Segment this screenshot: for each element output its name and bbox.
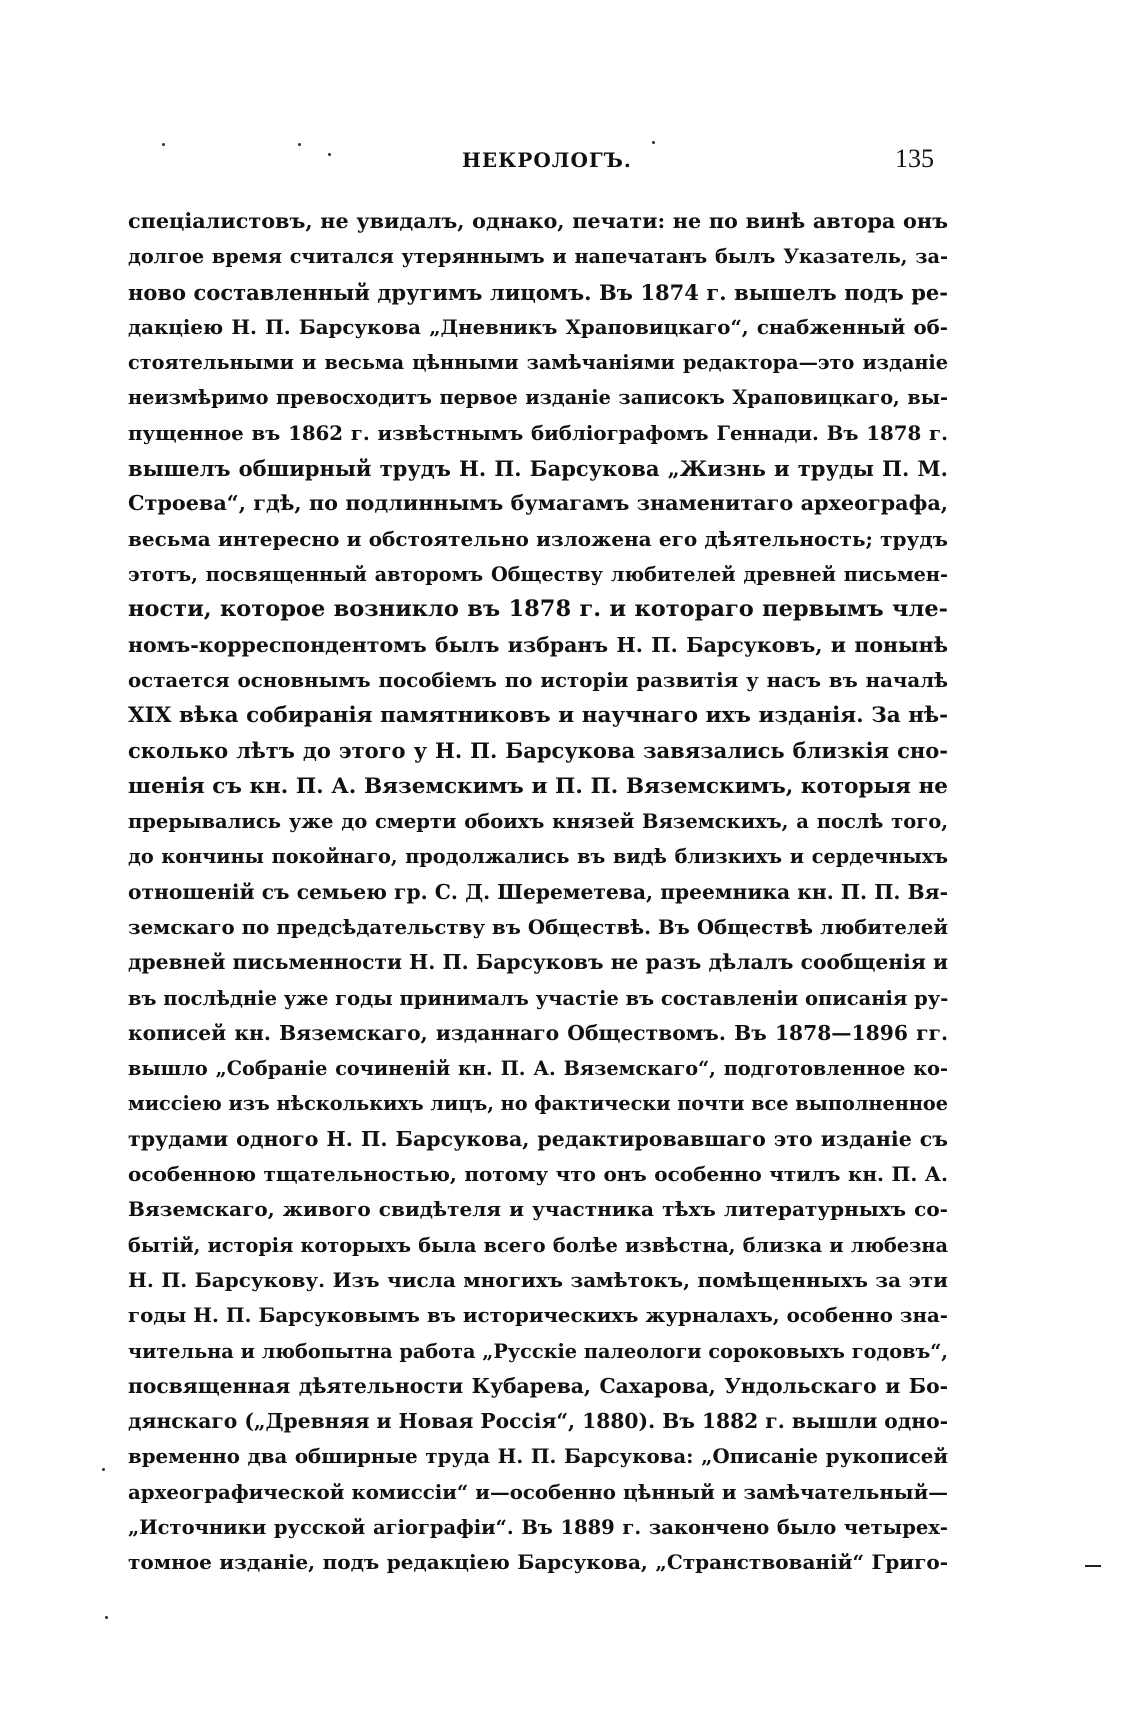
text-line: XIX вѣка собиранія памятниковъ и научнаго ихъ изданія. За нѣ-: [128, 703, 948, 729]
text-line: ново составленный другимъ лицомъ. Въ 1874 г. вышелъ подъ ре-: [128, 279, 948, 305]
text-line: временно два обширные труда Н. П. Барсукова: „Описаніе рукописей: [128, 1444, 948, 1469]
text-line: этотъ, посвященный авторомъ Обществу любителей древней письмен-: [128, 562, 948, 586]
text-line: долгое время считался утеряннымъ и напечатанъ былъ Указатель, за-: [128, 245, 948, 269]
text-line: годы Н. П. Барсуковымъ въ историческихъ журналахъ, особенно зна-: [128, 1303, 948, 1328]
scan-speck: [105, 1616, 108, 1619]
scan-mark: [1085, 1565, 1101, 1567]
text-line: чительна и любопытна работа „Русскіе палеологи сороковыхъ годовъ“,: [128, 1339, 948, 1363]
text-line: археографической комиссіи“ и—особенно цѣнный и замѣчательный—: [128, 1479, 948, 1504]
text-line: Н. П. Барсукову. Изъ числа многихъ замѣтокъ, помѣщенныхъ за эти: [128, 1267, 948, 1292]
text-line: дакціею Н. П. Барсукова „Дневникъ Храповицкаго“, снабженный об-: [128, 314, 948, 339]
text-line: бытій, исторія которыхъ была всего болѣе извѣстна, близка и любезна: [128, 1233, 948, 1257]
text-line: Вяземскаго, живого свидѣтеля и участника тѣхъ литературныхъ со-: [128, 1197, 948, 1222]
text-line: остается основнымъ пособіемъ по исторіи развитія у насъ въ началѣ: [128, 667, 948, 692]
text-line: миссіею изъ нѣсколькихъ лицъ, но фактически почти все выполненное: [128, 1092, 948, 1116]
scan-speck: [102, 1468, 105, 1471]
scan-speck: [328, 153, 331, 156]
text-line: въ послѣдніе уже годы принималъ участіе въ составленіи описанія ру-: [128, 986, 948, 1010]
text-line: пущенное въ 1862 г. извѣстнымъ библіографомъ Геннади. Въ 1878 г.: [128, 420, 948, 445]
text-line: весьма интересно и обстоятельно изложена его дѣятельность; трудъ: [128, 526, 948, 551]
text-line: сколько лѣтъ до этого у Н. П. Барсукова завязались близкія сно-: [128, 738, 948, 764]
text-line: вышелъ обширный трудъ Н. П. Барсукова „Жизнь и труды П. М.: [128, 456, 948, 482]
text-line: дянскаго („Древняя и Новая Россія“, 1880). Въ 1882 г. вышли одно-: [128, 1409, 948, 1434]
scan-speck: [652, 141, 655, 144]
text-line: Строева“, гдѣ, по подлиннымъ бумагамъ знаменитаго археографа,: [128, 491, 948, 516]
text-line: особенною тщательностью, потому что онъ особенно чтилъ кн. П. А.: [128, 1162, 948, 1187]
text-line: номъ-корреспондентомъ былъ избранъ Н. П. Барсуковъ, и понынѣ: [128, 632, 948, 657]
text-line: прерывались уже до смерти обоихъ князей Вяземскихъ, а послѣ того,: [128, 810, 948, 834]
text-line: отношеній съ семьею гр. С. Д. Шереметева, преемника кн. П. П. Вя-: [128, 879, 948, 904]
page-number: 135: [895, 144, 934, 173]
text-line: трудами одного Н. П. Барсукова, редактировавшаго это изданіе съ: [128, 1126, 948, 1151]
text-line: стоятельными и весьма цѣнными замѣчаніями редактора—это изданіе: [128, 351, 948, 375]
text-line: томное изданіе, подъ редакціею Барсукова, „Странствованій“ Григо-: [128, 1550, 948, 1575]
running-head: [0, 144, 1140, 178]
text-line: посвященная дѣятельности Кубарева, Сахарова, Ундольскаго и Бо-: [128, 1373, 948, 1398]
running-title: НЕКРОЛОГЪ.: [462, 148, 632, 172]
text-line: вышло „Собраніе сочиненій кн. П. А. Вяземскаго“, подготовленное ко-: [128, 1057, 948, 1081]
text-line: кописей кн. Вяземскаго, изданнаго Обществомъ. Въ 1878—1896 гг.: [128, 1020, 948, 1045]
text-line: шенія съ кн. П. А. Вяземскимъ и П. П. Вяземскимъ, которыя не: [128, 773, 948, 799]
text-line: неизмѣримо превосходитъ первое изданіе записокъ Храповицкаго, вы-: [128, 386, 948, 410]
body-text: [128, 204, 948, 1581]
text-line: земскаго по предсѣдательству въ Обществѣ. Въ Обществѣ любителей: [128, 914, 948, 939]
text-line: древней письменности Н. П. Барсуковъ не разъ дѣлалъ сообщенія и: [128, 950, 948, 975]
text-line: „Источники русской агіографіи“. Въ 1889 г. закончено было четырех-: [128, 1515, 948, 1539]
scan-speck: [162, 143, 165, 146]
text-line: ности, которое возникло въ 1878 г. и котораго первымъ чле-: [128, 596, 948, 623]
text-line: до кончины покойнаго, продолжались въ видѣ близкихъ и сердечныхъ: [128, 845, 948, 869]
scan-speck: [298, 143, 301, 146]
text-line: спеціалистовъ, не увидалъ, однако, печати: не по винѣ автора онъ: [128, 209, 948, 233]
